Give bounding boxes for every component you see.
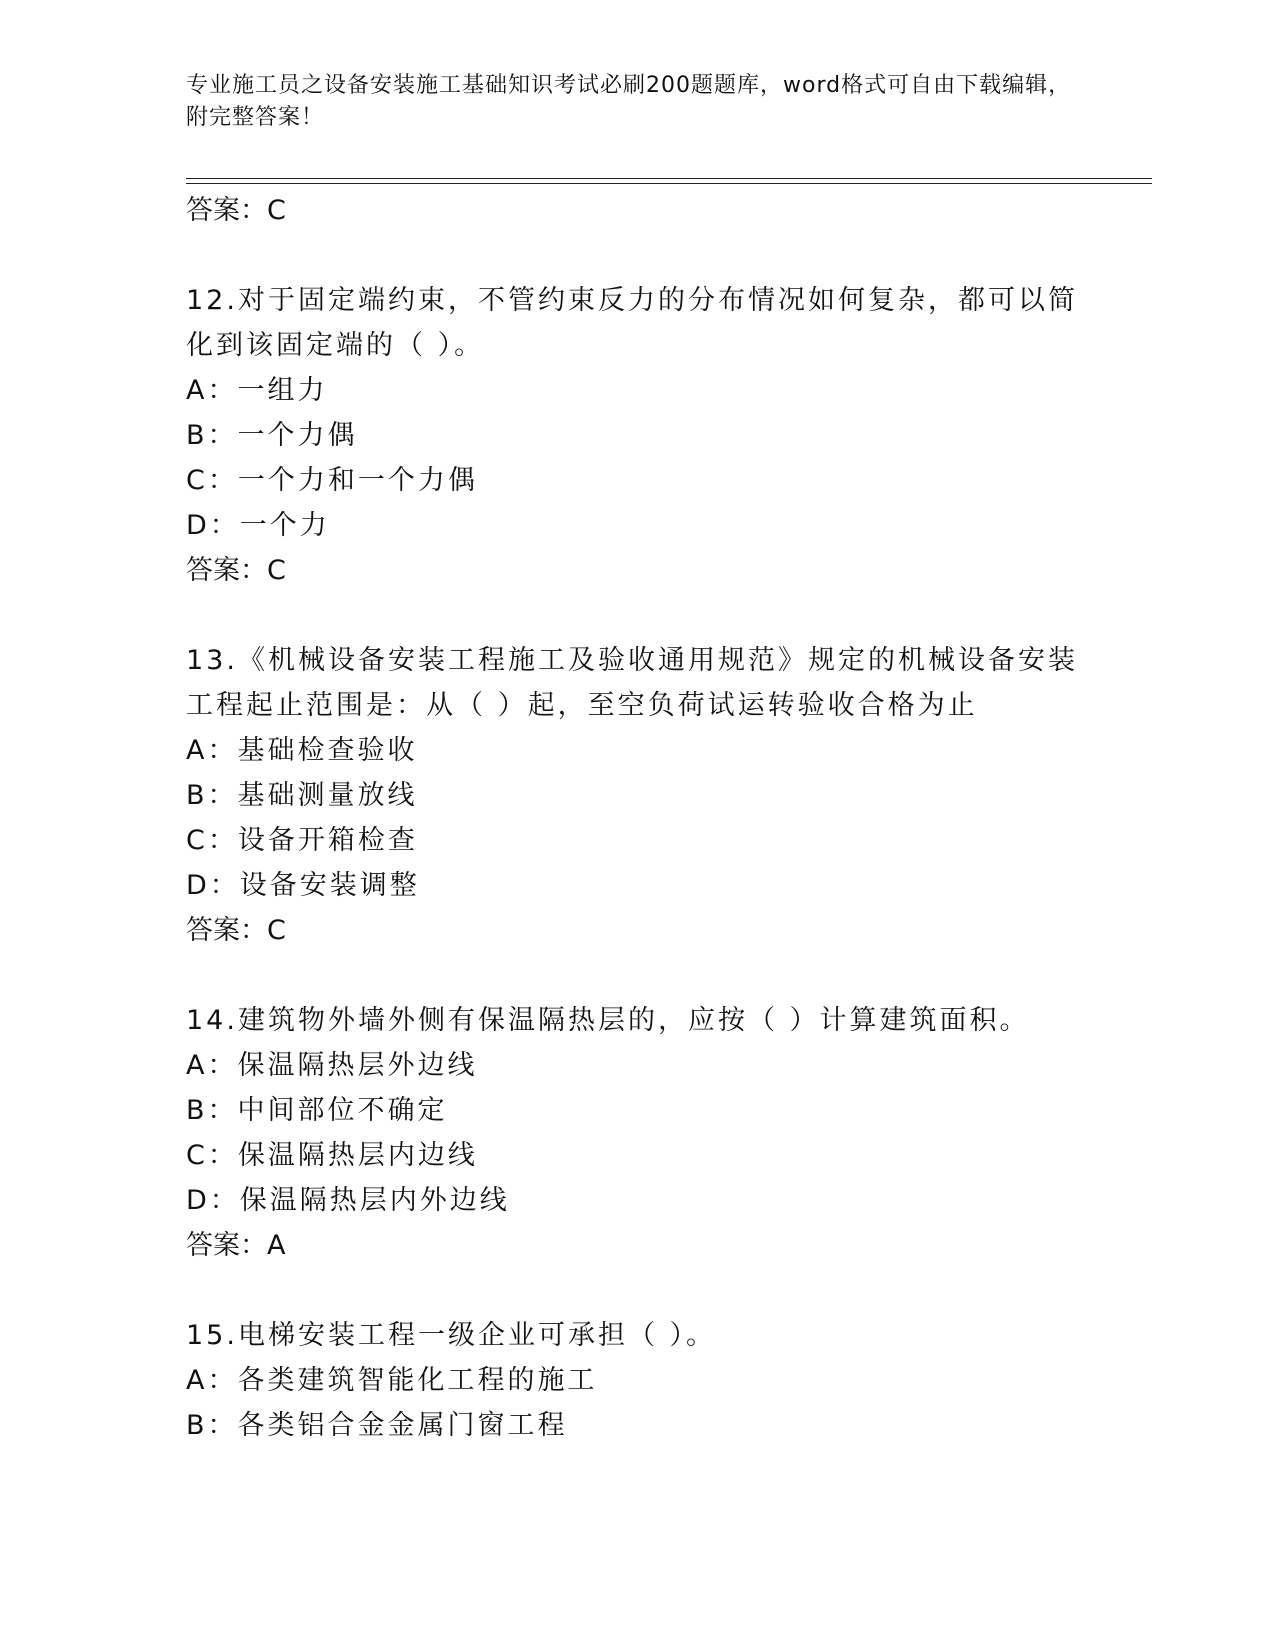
option-a: A：保温隔热层外边线 <box>186 1050 478 1081</box>
option-b: B：中间部位不确定 <box>186 1095 448 1126</box>
answer-line: 答案：C <box>186 555 286 586</box>
answer-line: 答案：C <box>186 195 286 226</box>
option-b: B：基础测量放线 <box>186 780 418 811</box>
question-block <box>186 998 1086 1269</box>
option-c: C：设备开箱检查 <box>186 825 418 856</box>
answer-line: 答案：A <box>186 1230 286 1261</box>
option-c: C：一个力和一个力偶 <box>186 465 478 496</box>
question-block <box>186 278 1086 594</box>
answer-line: 答案：C <box>186 915 286 946</box>
question-text: 12.对于固定端约束，不管约束反力的分布情况如何复杂，都可以简化到该固定端的（ ）。 <box>186 285 1078 361</box>
option-c: C：保温隔热层内边线 <box>186 1140 478 1171</box>
header-divider-top <box>186 178 1152 179</box>
option-d: D：保温隔热层内外边线 <box>186 1185 510 1216</box>
question-text: 13.《机械设备安装工程施工及验收通用规范》规定的机械设备安装工程起止范围是：从（ ）起，至空负荷试运转验收合格为止 <box>186 645 1078 721</box>
option-b: B：一个力偶 <box>186 420 358 451</box>
option-d: D：设备安装调整 <box>186 870 420 901</box>
question-text: 15.电梯安装工程一级企业可承担（ ）。 <box>186 1320 717 1351</box>
question-block <box>186 638 1086 954</box>
option-d: D：一个力 <box>186 510 330 541</box>
document-header: 专业施工员之设备安装施工基础知识考试必刷200题题库，word格式可自由下载编辑，附完整答案！ <box>186 73 1072 130</box>
option-a: A：基础检查验收 <box>186 735 418 766</box>
header-divider-bottom <box>186 183 1152 184</box>
question-list <box>186 188 1086 1448</box>
question-block <box>186 1313 1086 1448</box>
option-b: B：各类铝合金金属门窗工程 <box>186 1410 568 1441</box>
option-a: A：各类建筑智能化工程的施工 <box>186 1365 598 1396</box>
question-text: 14.建筑物外墙外侧有保温隔热层的，应按（ ）计算建筑面积。 <box>186 1005 1030 1036</box>
option-a: A：一组力 <box>186 375 328 406</box>
